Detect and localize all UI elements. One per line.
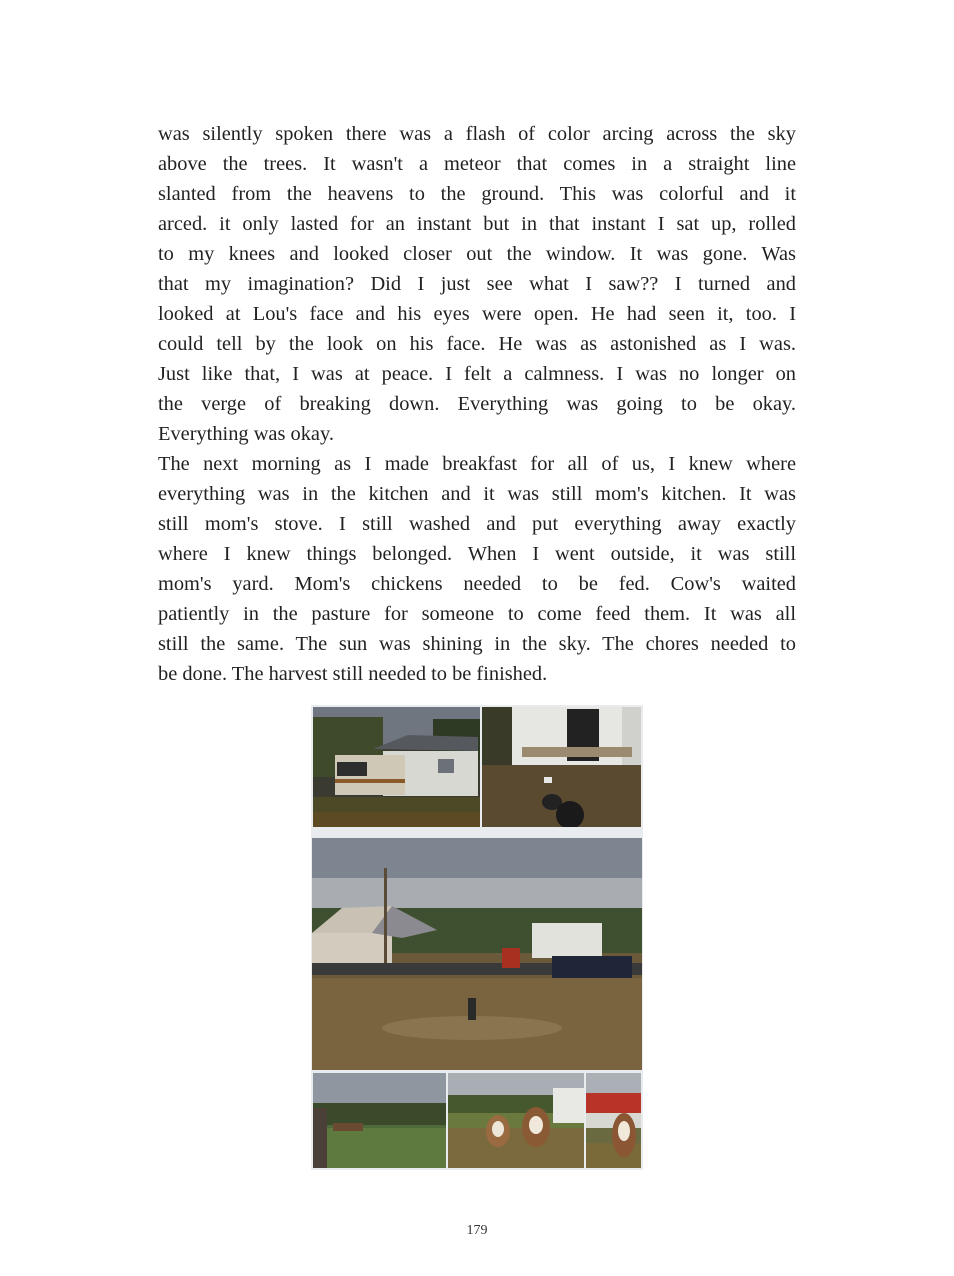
photo-farmyard bbox=[312, 838, 642, 1070]
page-number: 179 bbox=[466, 1223, 488, 1238]
photo-cows bbox=[448, 1073, 584, 1168]
text-line: was silently spoken there was a flash of color arcing across the sky bbox=[158, 123, 796, 145]
text-line: above the trees. It wasn't a meteor that comes in a straight line bbox=[158, 153, 796, 175]
text-line: arced. it only lasted for an instant but in that instant I sat up, rolled bbox=[158, 213, 796, 235]
text-line: still mom's stove. I still washed and put everything away exactly bbox=[158, 513, 796, 535]
photo-field bbox=[313, 1073, 446, 1168]
text-line: patiently in the pasture for someone to come feed them. It was all bbox=[158, 603, 796, 625]
text-line: slanted from the heavens to the ground. This was colorful and it bbox=[158, 183, 796, 205]
text-line: could tell by the look on his face. He was as astonished as I was. bbox=[158, 333, 796, 355]
photo-barn-cats bbox=[482, 707, 641, 827]
body-text bbox=[158, 119, 796, 689]
text-line: Just like that, I was at peace. I felt a calmness. I was no longer on bbox=[158, 363, 796, 385]
text-line: to my knees and looked closer out the window. It was gone. Was bbox=[158, 243, 796, 265]
text-line: be done. The harvest still needed to be finished. bbox=[158, 663, 548, 685]
text-line: mom's yard. Mom's chickens needed to be fed. Cow's waited bbox=[158, 573, 796, 595]
photo-cow-truck bbox=[586, 1073, 641, 1168]
text-line: where I knew things belonged. When I went outside, it was still bbox=[158, 543, 796, 565]
photo-motorhome bbox=[313, 707, 480, 827]
text-line: the verge of breaking down. Everything was going to be okay. bbox=[158, 393, 796, 415]
text-line: still the same. The sun was shining in the sky. The chores needed to bbox=[158, 633, 796, 655]
photo-collage bbox=[311, 705, 643, 1170]
text-line: everything was in the kitchen and it was still mom's kitchen. It was bbox=[158, 483, 796, 505]
text-line: looked at Lou's face and his eyes were open. He had seen it, too. I bbox=[158, 303, 796, 325]
text-line: Everything was okay. bbox=[158, 423, 334, 445]
text-line: The next morning as I made breakfast for all of us, I knew where bbox=[158, 453, 796, 475]
text-line: that my imagination? Did I just see what I saw?? I turned and bbox=[158, 273, 796, 295]
